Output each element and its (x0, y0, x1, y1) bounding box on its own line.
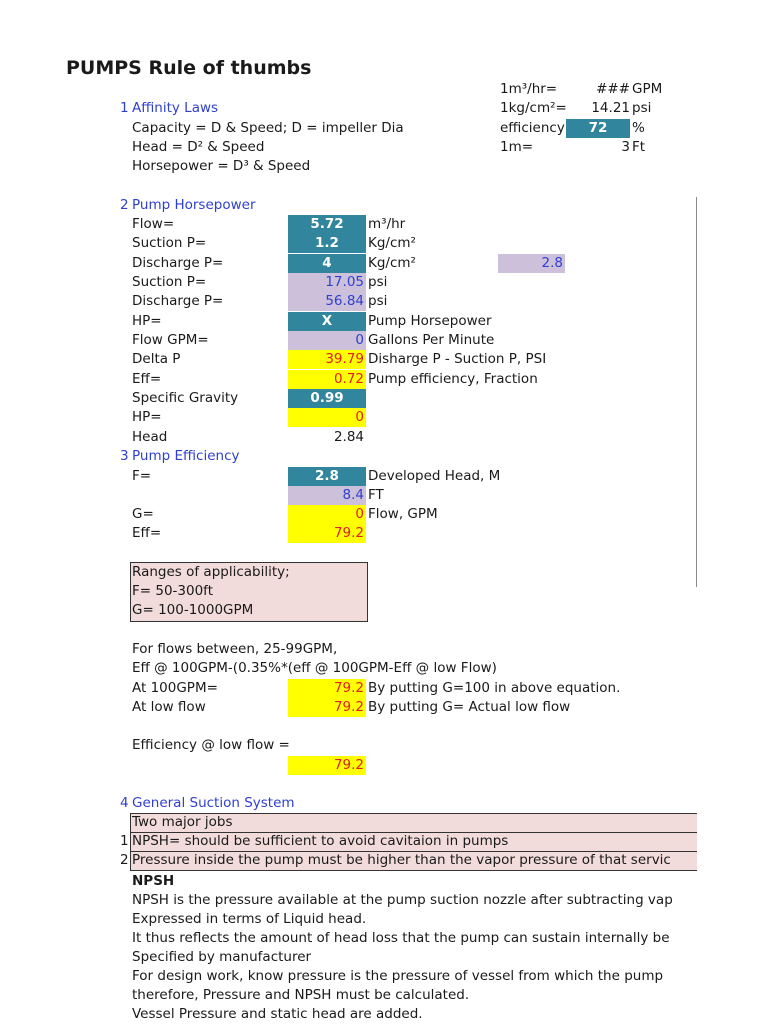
hp-label-head: Head (132, 429, 168, 445)
hp-input-suction-kg[interactable]: 1.2 (288, 234, 366, 253)
conv-value-psi: 14.21 (591, 100, 630, 116)
at100-note: By putting G=100 in above equation. (368, 680, 621, 696)
conv-unit-ft: Ft (632, 139, 646, 155)
efflow-value[interactable]: 79.2 (288, 756, 366, 775)
eff-value-eff[interactable]: 79.2 (288, 524, 366, 543)
conv-unit-gpm: GPM (632, 81, 663, 97)
atlow-value[interactable]: 79.2 (288, 698, 366, 717)
hp-label-discharge-psi: Discharge P= (132, 293, 224, 309)
hp-label-hp: HP= (132, 313, 162, 329)
conv-value-efficiency[interactable]: 72 (566, 119, 630, 138)
at100-value[interactable]: 79.2 (288, 679, 366, 698)
eff-note-f: Developed Head, M (368, 468, 501, 484)
hp-input-hp[interactable]: X (288, 312, 366, 331)
conv-label-kgcm2: 1kg/cm²= (500, 100, 567, 116)
section-4-heading: General Suction System (132, 795, 295, 811)
conv-value-gpm: ### (596, 81, 630, 97)
hp-label-eff: Eff= (132, 371, 162, 387)
hp-note-discharge-kg: Kg/cm² (368, 255, 416, 271)
npsh-paragraph-5: For design work, know pressure is the pressure of vessel from which the pump (132, 968, 664, 984)
npsh-paragraph-2: Expressed in terms of Liquid head. (132, 911, 367, 927)
hp-note-hp: Pump Horsepower (368, 313, 492, 329)
atlow-note: By putting G= Actual low flow (368, 699, 571, 715)
conv-value-ft: 3 (621, 139, 630, 155)
ranges-line-f: F= 50-300ft (132, 583, 213, 599)
section-2-heading: Pump Horsepower (132, 197, 256, 213)
hp-label-flow: Flow= (132, 216, 175, 232)
conv-label-m: 1m= (500, 139, 534, 155)
hp-label-suction-kg: Suction P= (132, 235, 207, 251)
hp-note-flow-gpm: Gallons Per Minute (368, 332, 495, 348)
npsh-paragraph-7: Vessel Pressure and static head are added. (132, 1006, 423, 1022)
hp-input-sg[interactable]: 0.99 (288, 389, 366, 408)
conv-label-efficiency: efficiency (500, 120, 565, 136)
eff-value-g[interactable]: 0 (288, 505, 366, 524)
hp-note-suction-kg: Kg/cm² (368, 235, 416, 251)
section-3-number: 3 (120, 448, 129, 464)
hp-input-discharge-kg[interactable]: 4 (288, 254, 366, 273)
eff-label-eff: Eff= (132, 525, 162, 541)
flows-line-2: Eff @ 100GPM-(0.35%*(eff @ 100GPM-Eff @ low Flow) (132, 660, 497, 676)
eff-label-f: F= (132, 468, 152, 484)
npsh-paragraph-6: therefore, Pressure and NPSH must be calculated. (132, 987, 470, 1003)
hp-value-head[interactable]: 2.84 (333, 429, 364, 445)
section-1-heading: Affinity Laws (132, 100, 219, 116)
hp-note-eff: Pump efficiency, Fraction (368, 371, 538, 387)
job-2-number: 2 (120, 852, 129, 868)
eff-note-g: Flow, GPM (368, 506, 438, 522)
conv-unit-percent: % (632, 120, 645, 136)
efflow-label: Efficiency @ low flow = (132, 737, 290, 753)
hp-note-delta-p: Disharge P - Suction P, PSI (368, 351, 547, 367)
atlow-label: At low flow (132, 699, 206, 715)
npsh-paragraph-1: NPSH is the pressure available at the pump suction nozzle after subtracting vap (132, 892, 673, 908)
hp-value-hp-result[interactable]: 0 (288, 408, 366, 427)
affinity-line-head: Head = D² & Speed (132, 139, 265, 155)
at100-label: At 100GPM= (132, 680, 218, 696)
npsh-paragraph-4: Specified by manufacturer (132, 949, 312, 965)
page-title: PUMPS Rule of thumbs (66, 57, 312, 79)
section-3-heading: Pump Efficiency (132, 448, 240, 464)
ranges-line-g: G= 100-1000GPM (132, 602, 254, 618)
hp-note-suction-psi: psi (368, 274, 388, 290)
section-4-number: 4 (120, 795, 129, 811)
job-1-number: 1 (120, 833, 129, 849)
job-2-text: Pressure inside the pump must be higher than the vapor pressure of that servic (132, 852, 671, 868)
npsh-paragraph-3: It thus reflects the amount of head loss that the pump can sustain internally be (132, 930, 670, 946)
section-2-number: 2 (120, 197, 129, 213)
hp-label-delta-p: Delta P (132, 351, 181, 367)
affinity-line-horsepower: Horsepower = D³ & Speed (132, 158, 311, 174)
conv-unit-psi: psi (632, 100, 652, 116)
hp-side-value[interactable]: 2.8 (498, 254, 565, 273)
npsh-heading: NPSH (132, 873, 175, 889)
hp-label-hp-result: HP= (132, 409, 162, 425)
jobs-title: Two major jobs (132, 814, 233, 830)
hp-value-delta-p[interactable]: 39.79 (288, 350, 366, 369)
sheet-edge-line (696, 197, 697, 587)
hp-value-suction-psi[interactable]: 17.05 (288, 273, 366, 292)
ranges-line-title: Ranges of applicability; (132, 564, 290, 580)
job-1-text: NPSH= should be sufficient to avoid cavitaion in pumps (132, 833, 509, 849)
eff-label-g: G= (132, 506, 154, 522)
flows-line-1: For flows between, 25-99GPM, (132, 641, 338, 657)
eff-input-f[interactable]: 2.8 (288, 467, 366, 486)
eff-note-ft: FT (368, 487, 384, 503)
conv-label-m3hr: 1m³/hr= (500, 81, 558, 97)
hp-input-flow[interactable]: 5.72 (288, 215, 366, 234)
hp-label-discharge-kg: Discharge P= (132, 255, 224, 271)
affinity-line-capacity: Capacity = D & Speed; D = impeller Dia (132, 120, 404, 136)
hp-value-discharge-psi[interactable]: 56.84 (288, 292, 366, 311)
hp-note-flow: m³/hr (368, 216, 406, 232)
hp-label-suction-psi: Suction P= (132, 274, 207, 290)
section-1-number: 1 (120, 100, 129, 116)
hp-label-sg: Specific Gravity (132, 390, 239, 406)
hp-value-eff[interactable]: 0.72 (288, 370, 366, 389)
hp-label-flow-gpm: Flow GPM= (132, 332, 209, 348)
hp-value-flow-gpm[interactable]: 0 (288, 331, 366, 350)
hp-note-discharge-psi: psi (368, 293, 388, 309)
eff-value-ft[interactable]: 8.4 (288, 486, 366, 505)
